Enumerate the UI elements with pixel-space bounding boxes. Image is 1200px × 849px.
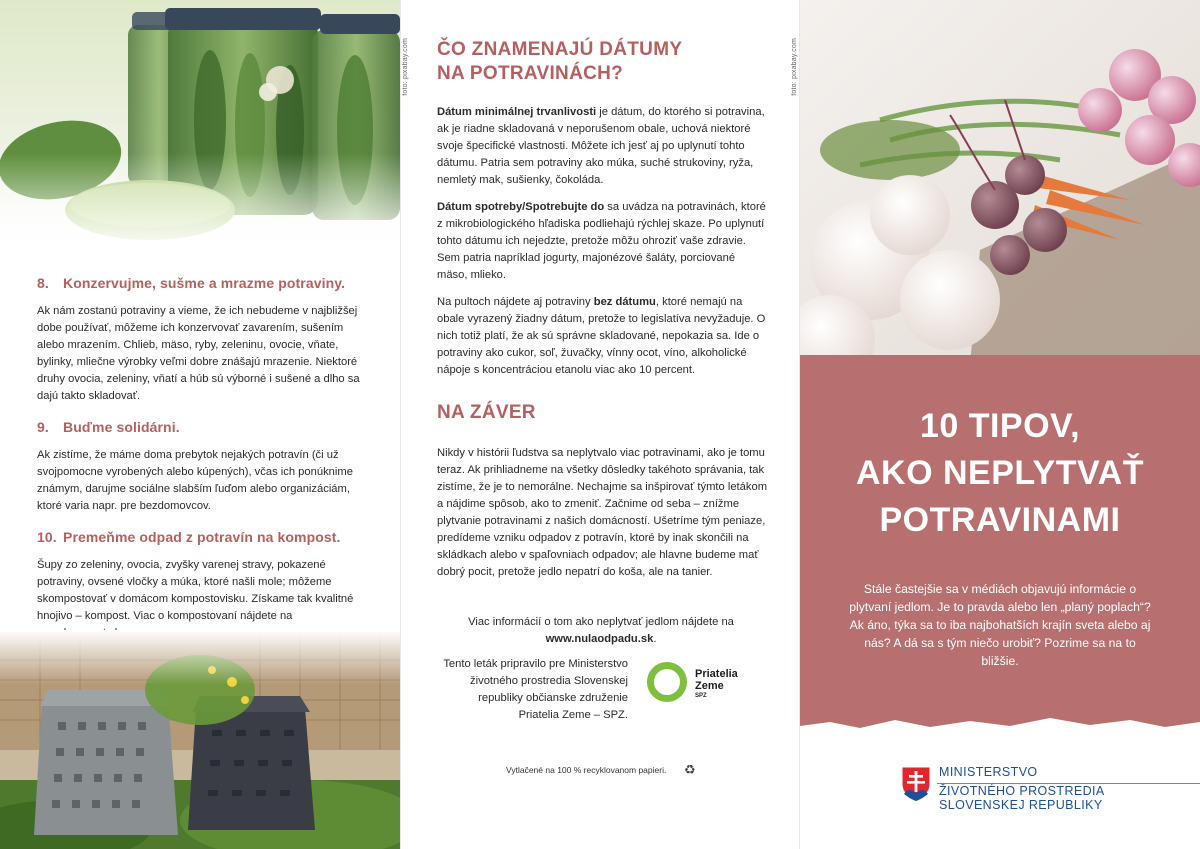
pickles-jars-photo [0,0,400,255]
tip-number: 9. [37,419,49,435]
logo-line1: Priatelia [695,668,738,680]
ministry-logo [901,762,1200,812]
tip-title: Buďme solidárni. [63,419,180,435]
conclusion-title: NA ZÁVER [437,402,536,423]
tip-9-body: Ak zistíme, že máme doma prebytok nejakých potravín (či už svojpomocne vyrobených alebo kúpených), včas ich ponúknime známym, darujme sociálne slabším ľuďom alebo organizáciám, ktoré varia napr. pre bezdomovcov. [37,449,353,512]
tip-number: 10. [37,529,57,545]
term-best-before: Dátum minimálnej trvanlivosti [437,106,597,118]
slovak-crest-icon [901,766,931,802]
prepared-by-text: Tento leták pripravilo pre Ministerstvo životného prostredia Slovenskej republiky občianske združenie Priatelia Zeme – SPZ. [443,658,628,721]
term-use-by: Dátum spotreby/Spotrebujte do [437,201,605,213]
tip-title: Premeňme odpad z potravín na kompost. [63,529,341,545]
no-date-paragraph [437,294,767,379]
photo-credit: foto: pixabay.com [402,38,409,96]
right-panel [800,0,1200,849]
best-before-text: je dátum, do ktorého si potravina, ak je riadne skladovaná v neporušenom obale, uchová niektoré svoje špecifické vlastnosti. Môžete ich jesť aj po uplynutí tohto dátumu. Patria sem potraviny ako múka, suché strukoviny, ryža, nemletý mak, sušienky, čokoláda. [437,106,765,186]
title-line3: POTRAVINAMI [879,501,1121,539]
title-banner [800,355,1200,730]
tips-list [37,275,367,656]
best-before-paragraph [437,104,767,189]
ministry-line2: ŽIVOTNÉHO PROSTREDIA [939,784,1105,798]
recycled-paper-note: Vytlačené na 100 % recyklovanom papieri. [506,765,667,775]
tip-10-heading [37,529,367,545]
left-panel [0,0,400,849]
leaflet-title [800,403,1200,544]
tip-title: Konzervujme, sušme a mrazme potraviny. [63,275,346,291]
conclusion-paragraph: Nikdy v histórii ľudstva sa neplytvalo viac potravinami, ako je tomu teraz. Ak prihliadneme na všetky dôsledky takéhoto správania, tak zistíme, že je to nemorálne. Nechajme sa inšpirovať týmto letákom a nájdime spôsob, ako to zmeniť. Začnime od seba – znížme plytvanie potravinami z našich domácností. Ušetríme tým peniaze, predídeme vzniku odpadov z potravín, ktoré by inak skončili na skládkach alebo v spaľovniach odpadov; ale hlavne budeme mať dobrý pocit, pretože jedlo nepatrí do koša, ale na tanier. [437,447,768,578]
pz-ring-icon [647,662,687,702]
logo-line2: Zeme [695,680,724,692]
section-title: ČO ZNAMENAJÚ DÁTUMY [437,39,683,60]
photo-credit: foto: pixabay.com [791,38,798,96]
tip-10-body: Šupy zo zeleniny, ovocia, zvyšky varenej stravy, pokazené potraviny, ovsené vločky a múka, ktoré našli mole; môžeme skompostovať v domácom kompostovisku. Získame tak kvalitné hnojivo – kompost. Viac o kompostovaní nájdete na [37,559,354,622]
logo-line3: SPZ [695,693,707,699]
use-by-paragraph [437,199,767,284]
term-no-date: bez dátumu [593,296,656,308]
no-date-intro: Na pultoch nájdete aj potraviny [437,296,594,308]
recycle-icon: ♻ [684,762,696,777]
section-subtitle: NA POTRAVINÁCH? [437,63,624,84]
dates-section [437,38,767,591]
ministry-line3: SLOVENSKEJ REPUBLIKY [939,798,1103,812]
more-info-text [436,614,766,648]
no-date-text: , ktoré nemajú na obale vyrazený žiadny dátum, pretože to legislatíva nevyžaduje. O nich totiž platí, že ak sú správne skladované, nepokazia sa. Ide o potraviny ako cukor, soľ, žuvačky, vínny ocot, víno, alkoholické nápoje s koncentráciou etanolu viac ako 10 percent. [437,296,766,376]
priatelia-zeme-logo [645,660,765,710]
vegetables-photo [800,0,1200,365]
more-info-sentence: Viac informácií o tom ako neplytvať jedlom nájdete na [468,616,734,628]
title-line2: AKO NEPLYTVAŤ [856,454,1144,492]
intro-text: Stále častejšie sa v médiách objavujú informácie o plytvaní jedlom. Je to pravda alebo len „planý poplach“? Ak áno, týka sa to iba najbohatších krajín sveta alebo aj nás? A dá sa s tým niečo urobiť? Pozrime sa na to bližšie. [849,582,1151,668]
ministry-line1: MINISTERSTVO [939,765,1038,779]
more-info-end: . [653,633,657,645]
tip-8-body: Ak nám zostanú potraviny a vieme, že ich nebudeme v najbližšej dobe používať, môžeme ich konzervovať zavarením, sušením alebo mrazením. Chlieb, mäso, ryby, zeleninu, ovocie, vňate, bylinky, mliečne výrobky veľmi dobre znášajú mrazenie. Niektoré druhy ovocia, zeleniny, vňatí a húb sú výborné i sušené a dlho sa dajú takto skladovať. [37,305,360,402]
use-by-text: sa uvádza na potravinách, ktoré z mikrobiologického hľadiska podliehajú rýchlej skaze. Po uplynutí tohto dátumu ich nejedzte, pretože môžu ohroziť vaše zdravie. Sem patria napríklad jogurty, majonézové šaláty, porciované mäso, mlieko. [437,201,766,281]
tip-number: 8. [37,275,49,291]
tip-9-heading [37,419,367,435]
title-line1: 10 TIPOV, [919,407,1081,445]
nulaodpadu-link[interactable]: www.nulaodpadu.sk [545,633,654,645]
compost-bins-photo [0,630,400,849]
tip-8-heading [37,275,367,291]
banner-wave [800,712,1200,752]
